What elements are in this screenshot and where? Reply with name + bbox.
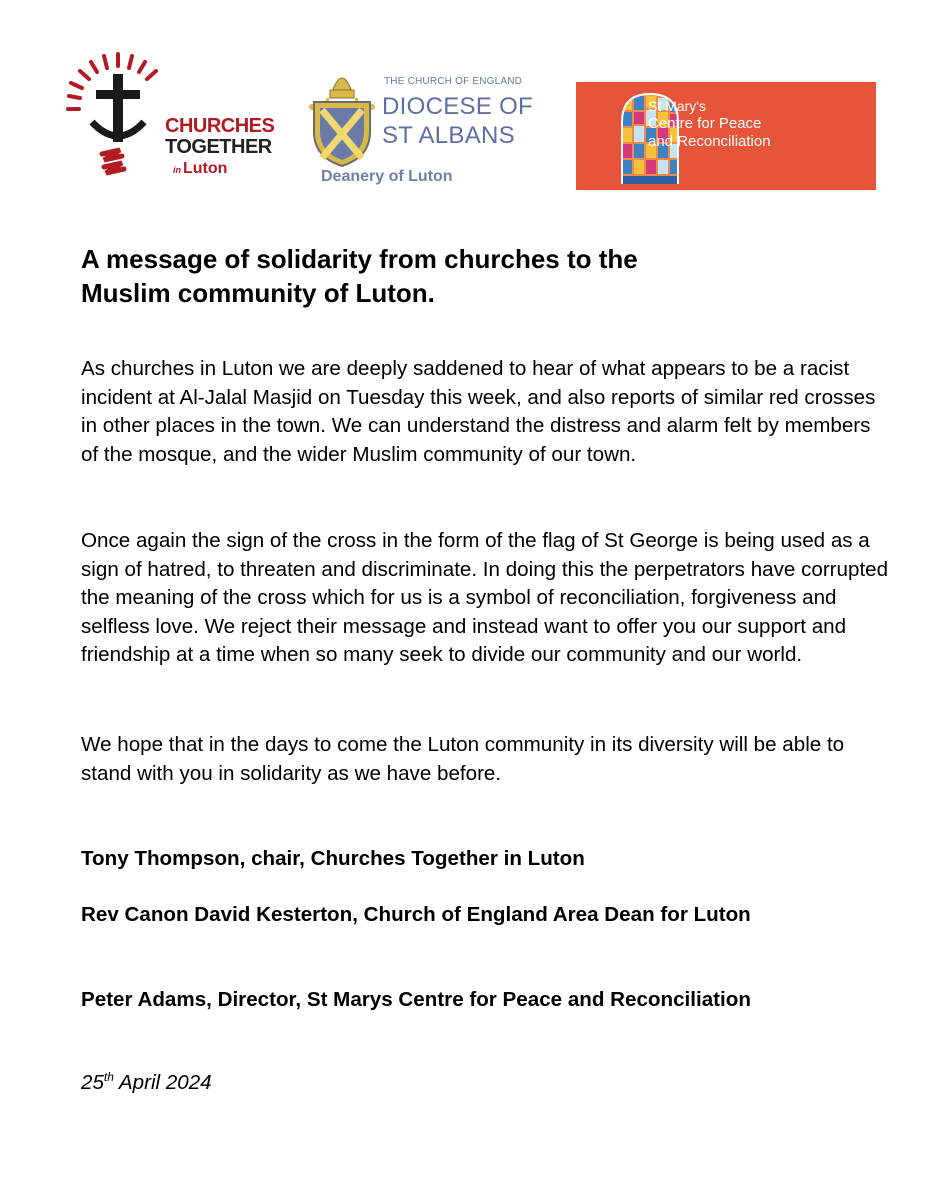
church-of-england-text: THE CHURCH OF ENGLAND — [384, 76, 523, 87]
diocese-st-albans-logo — [300, 62, 540, 192]
heading-line-2: Muslim community of Luton. — [81, 278, 435, 308]
signatory-2: Rev Canon David Kesterton, Church of England Area Dean for Luton — [81, 903, 751, 926]
date-month-year: April 2024 — [113, 1070, 212, 1094]
cross-sunburst-icon — [58, 50, 168, 190]
signatory-3: Peter Adams, Director, St Marys Centre for Peace and Reconciliation — [81, 988, 751, 1011]
date-day: 25 — [81, 1070, 104, 1094]
paragraph-1: As churches in Luton we are deeply saddened to hear of what appears to be a racist incident at Al-Jalal Masjid on Tuesday this week, and also reports of similar red crosses in other places in the town. We can understand the distress and alarm felt by members of the mosque, and the wider Muslim community of our town. — [81, 357, 876, 466]
logo-in-text: in — [173, 165, 181, 175]
letter-date — [81, 1070, 212, 1095]
diocese-of-text: DIOCESE OF — [382, 93, 534, 120]
paragraph-3: We hope that in the days to come the Luton community in its diversity will be able to stand with you in solidarity as we have before. — [81, 733, 845, 785]
signatory-1: Tony Thompson, chair, Churches Together in Luton — [81, 847, 585, 870]
logo-header — [0, 0, 950, 210]
churches-together-logo — [58, 50, 288, 190]
mitre-shield-icon — [302, 62, 382, 172]
paragraph-2: Once again the sign of the cross in the form of the flag of St George is being used as a sign of hatred, to threaten and discriminate. In doing this the perpetrators have corrupted the meaning of the cross which for us is a symbol of reconciliation, forgiveness and selfless love. We reject their message and instead want to offer you our support and friendship at a time when so many seek to divide our community and our world. — [81, 529, 889, 666]
deanery-text: Deanery of Luton — [321, 168, 453, 185]
st-marys-centre-logo — [576, 82, 876, 190]
logo-together-text: TOGETHER — [165, 136, 272, 158]
heading-line-1: A message of solidarity from churches to the — [81, 244, 638, 274]
logo-churches-text: CHURCHES — [165, 115, 275, 137]
st-marys-text: St Mary's — [648, 98, 706, 114]
and-reconciliation-text: and Reconciliation — [648, 133, 771, 150]
date-suffix: th — [103, 1070, 114, 1084]
letter-heading — [81, 242, 881, 310]
st-albans-text: ST ALBANS — [382, 122, 515, 149]
logo-luton-text: Luton — [183, 160, 228, 177]
centre-for-peace-text: Centre for Peace — [648, 115, 762, 132]
